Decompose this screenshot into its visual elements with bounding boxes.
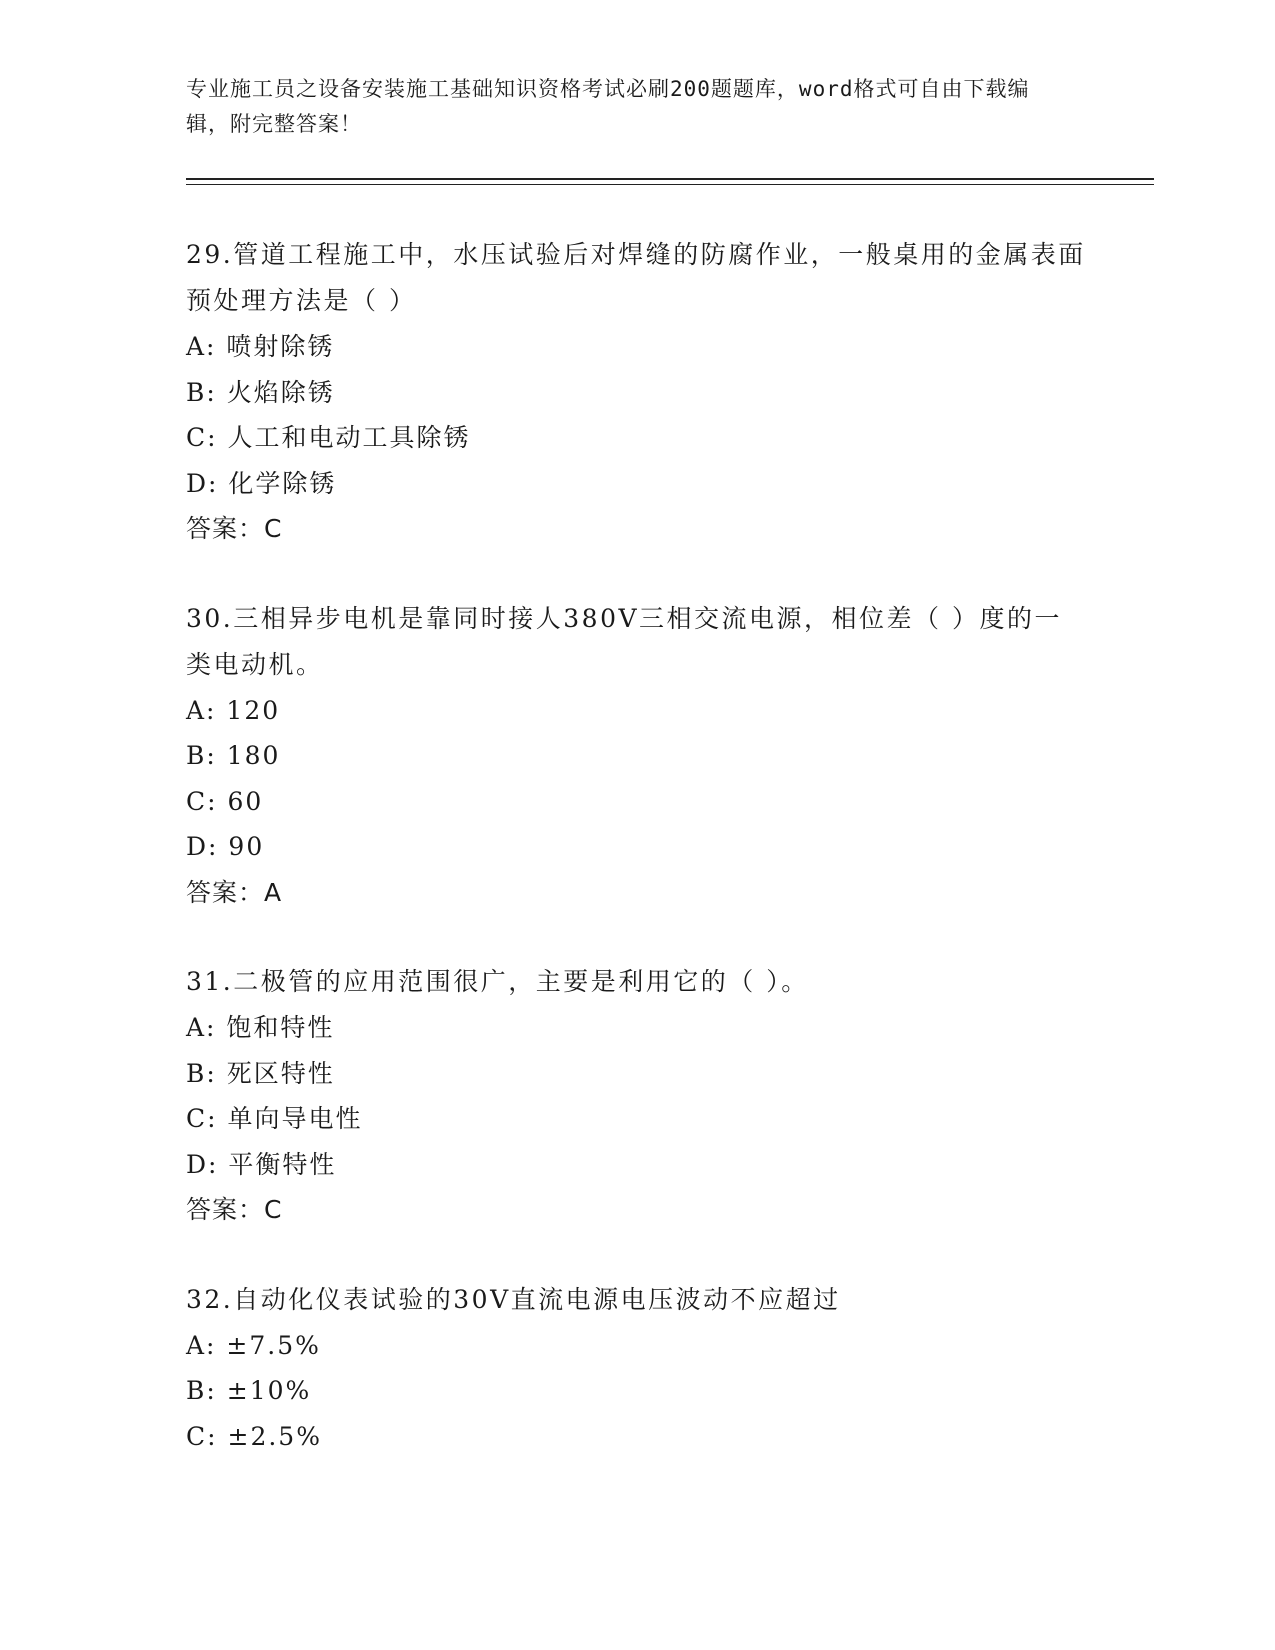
question-list — [186, 232, 1086, 1503]
answer: 答案：C — [186, 514, 283, 543]
question-stem: 31.二极管的应用范围很广，主要是利用它的（ ）。 — [186, 967, 809, 996]
option-c: C: 60 — [186, 786, 264, 816]
option-a: A: ±7.5% — [186, 1330, 321, 1360]
option-b: B: 火焰除锈 — [186, 377, 335, 407]
question-31 — [186, 959, 1086, 1233]
question-29 — [186, 232, 1086, 552]
document-header — [186, 72, 1066, 142]
option-c: C: 人工和电动工具除锈 — [186, 423, 471, 452]
option-b: B: 180 — [186, 741, 281, 770]
option-a: A: 喷射除锈 — [186, 332, 335, 361]
option-b: B: 死区特性 — [186, 1058, 335, 1088]
header-title: 专业施工员之设备安装施工基础知识资格考试必刷200题题库，word格式可自由下载编辑，附完整答案！ — [186, 77, 1030, 136]
option-b: B: ±10% — [186, 1376, 312, 1405]
header-divider — [186, 178, 1154, 185]
question-stem: 29.管道工程施工中，水压试验后对焊缝的防腐作业，一般桌用的金属表面预处理方法是（ ） — [186, 240, 1086, 315]
option-a: A: 120 — [186, 695, 281, 725]
answer: 答案：A — [186, 877, 283, 907]
answer: 答案：C — [186, 1195, 283, 1224]
option-c: C: ±2.5% — [186, 1421, 322, 1451]
option-d: D: 化学除锈 — [186, 468, 337, 498]
option-c: C: 单向导电性 — [186, 1104, 363, 1133]
option-a: A: 饱和特性 — [186, 1013, 335, 1042]
question-32 — [186, 1277, 1086, 1460]
question-stem: 32.自动化仪表试验的30V直流电源电压波动不应超过 — [186, 1284, 841, 1314]
question-stem: 30.三相异步电机是靠同时接人380V三相交流电源，相位差（ ）度的一类电动机。 — [186, 603, 1062, 679]
question-30 — [186, 596, 1086, 916]
option-d: D: 平衡特性 — [186, 1149, 337, 1179]
option-d: D: 90 — [186, 832, 265, 861]
